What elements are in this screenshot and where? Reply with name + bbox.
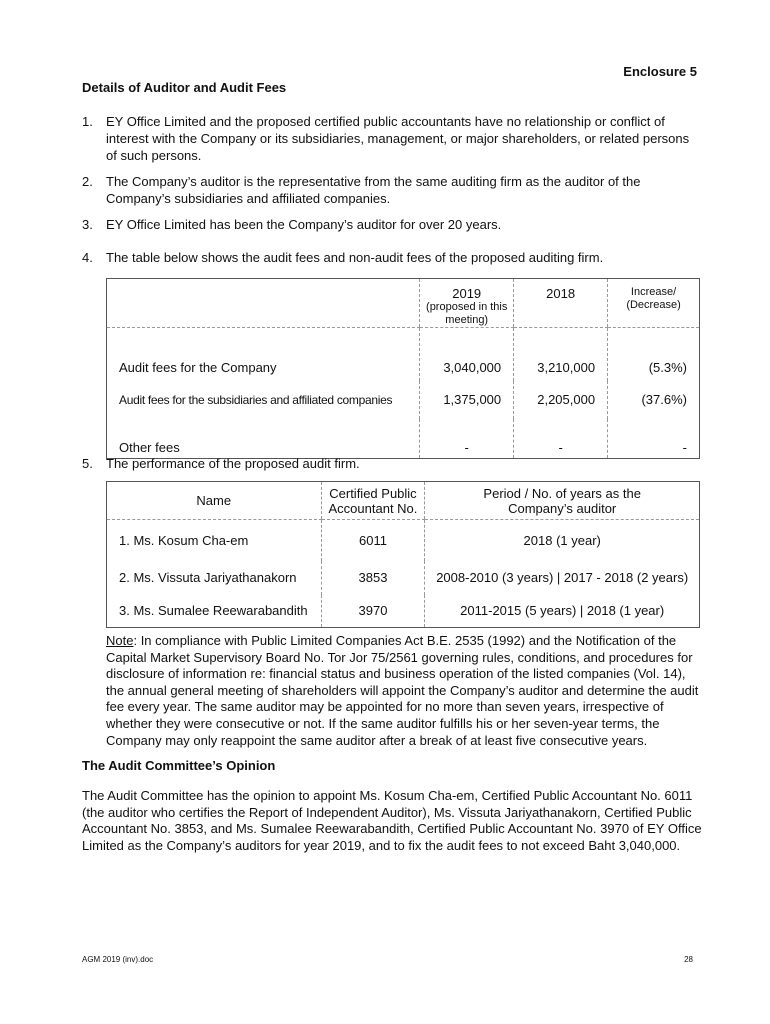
opinion-heading: The Audit Committee’s Opinion (82, 758, 276, 773)
header-2019-year: 2019 (452, 286, 482, 301)
header-2019-sub: (proposed in this meeting) (426, 301, 508, 326)
row-value-2019: - (420, 419, 514, 459)
header-change: Increase/ (Decrease) (608, 279, 700, 328)
opinion-paragraph: The Audit Committee has the opinion to appoint Ms. Kosum Cha-em, Certified Public Accountant No. 6011 (the auditor who certifies the Report of Independent Auditor), Ms. Vissuta Jariyathanakorn, Certified Public Accountant No. 3853, and Ms. Sumalee Reewarabandith, Certified Public Accountant No. 3970 of EY Office Limited as the Company’s auditors for year 2019, and to fix the audit fees to not exceed Baht 3,040,000. (82, 788, 702, 853)
table-header-blank (107, 279, 420, 328)
row-value-change: (37.6%) (608, 381, 700, 419)
list-item (82, 173, 702, 207)
row-value-change: (5.3%) (608, 328, 700, 381)
table-row (107, 328, 700, 381)
note-text: : In compliance with Public Limited Companies Act B.E. 2535 (1992) and the Notification of the Capital Market Supervisory Board No. Tor Jor 75/2561 governing rules, conditions, and procedures for disclosure of information re: financial status and business operation of the listed companies (Vol. 14), the annual general meeting of shareholders will appoint the Company’s auditor and determine the audit fee every year. The same auditor may be appointed for no more than seven years, irrespective of whether they were consecutive or not. If the same auditor fulfills his or her seven-year terms, the Company may only reappoint the same auditor after a break of at least five consecutive years. (106, 633, 699, 748)
row-value-2018: - (514, 419, 608, 459)
header-2019 (420, 279, 514, 328)
item-number: 4. (82, 250, 93, 265)
auditor-cpa: 3853 (321, 561, 425, 595)
table-row (107, 520, 700, 561)
item-number: 1. (82, 114, 93, 129)
note-label: Note (106, 633, 134, 648)
table-row (107, 595, 700, 628)
row-value-2018: 2,205,000 (514, 381, 608, 419)
header-2018: 2018 (514, 279, 608, 328)
auditor-cpa: 3970 (321, 595, 425, 628)
item-number: 3. (82, 217, 93, 232)
auditor-name: 1. Ms. Kosum Cha-em (119, 532, 249, 548)
page-title: Details of Auditor and Audit Fees (82, 80, 287, 95)
item-text: EY Office Limited has been the Company’s auditor for over 20 years. (106, 217, 502, 232)
list-item (82, 113, 702, 164)
auditor-period: 2011-2015 (5 years) | 2018 (1 year) (425, 595, 700, 628)
item-text: The table below shows the audit fees and non-audit fees of the proposed auditing firm. (106, 250, 604, 265)
page-number: 28 (684, 955, 693, 964)
table-header-row (107, 279, 700, 328)
table-header-row (107, 482, 700, 520)
footer-filename: AGM 2019 (inv).doc (82, 955, 154, 964)
table-row (107, 419, 700, 459)
table-row (107, 381, 700, 419)
audit-fees-table (106, 278, 700, 459)
table-row (107, 561, 700, 595)
row-value-2019: 3,040,000 (420, 328, 514, 381)
row-value-2019: 1,375,000 (420, 381, 514, 419)
row-label: Audit fees for the Company (119, 359, 277, 375)
header-name: Name (107, 482, 322, 520)
row-label: Other fees (119, 440, 180, 455)
auditor-period: 2018 (1 year) (425, 520, 700, 561)
row-value-2018: 3,210,000 (514, 328, 608, 381)
note-paragraph (106, 633, 702, 749)
auditor-cpa: 6011 (321, 520, 425, 561)
auditor-name: 2. Ms. Vissuta Jariyathanakorn (119, 570, 297, 585)
item-text: The performance of the proposed audit firm. (106, 456, 360, 471)
auditor-table (106, 481, 700, 628)
header-cpa: Certified Public Accountant No. (321, 482, 425, 520)
list-item (82, 455, 702, 472)
row-label: Audit fees for the subsidiaries and affiliated companies (119, 392, 393, 407)
list-item (82, 216, 702, 233)
row-value-change: - (608, 419, 700, 459)
list-item (82, 249, 702, 266)
auditor-name: 3. Ms. Sumalee Reewarabandith (119, 603, 308, 619)
item-text: EY Office Limited and the proposed certified public accountants have no relationship or conflict of interest with the Company or its subsidiaries, management, or major shareholders, or related persons of such persons. (106, 114, 690, 163)
item-number: 5. (82, 456, 93, 471)
item-text: The Company’s auditor is the representative from the same auditing firm as the auditor of the Company’s subsidiaries and affiliated companies. (106, 174, 641, 206)
header-period: Period / No. of years as the Company’s auditor (425, 482, 700, 520)
item-number: 2. (82, 174, 93, 189)
enclosure-label: Enclosure 5 (623, 64, 697, 79)
auditor-period: 2008-2010 (3 years) | 2017 - 2018 (2 years) (425, 561, 700, 595)
